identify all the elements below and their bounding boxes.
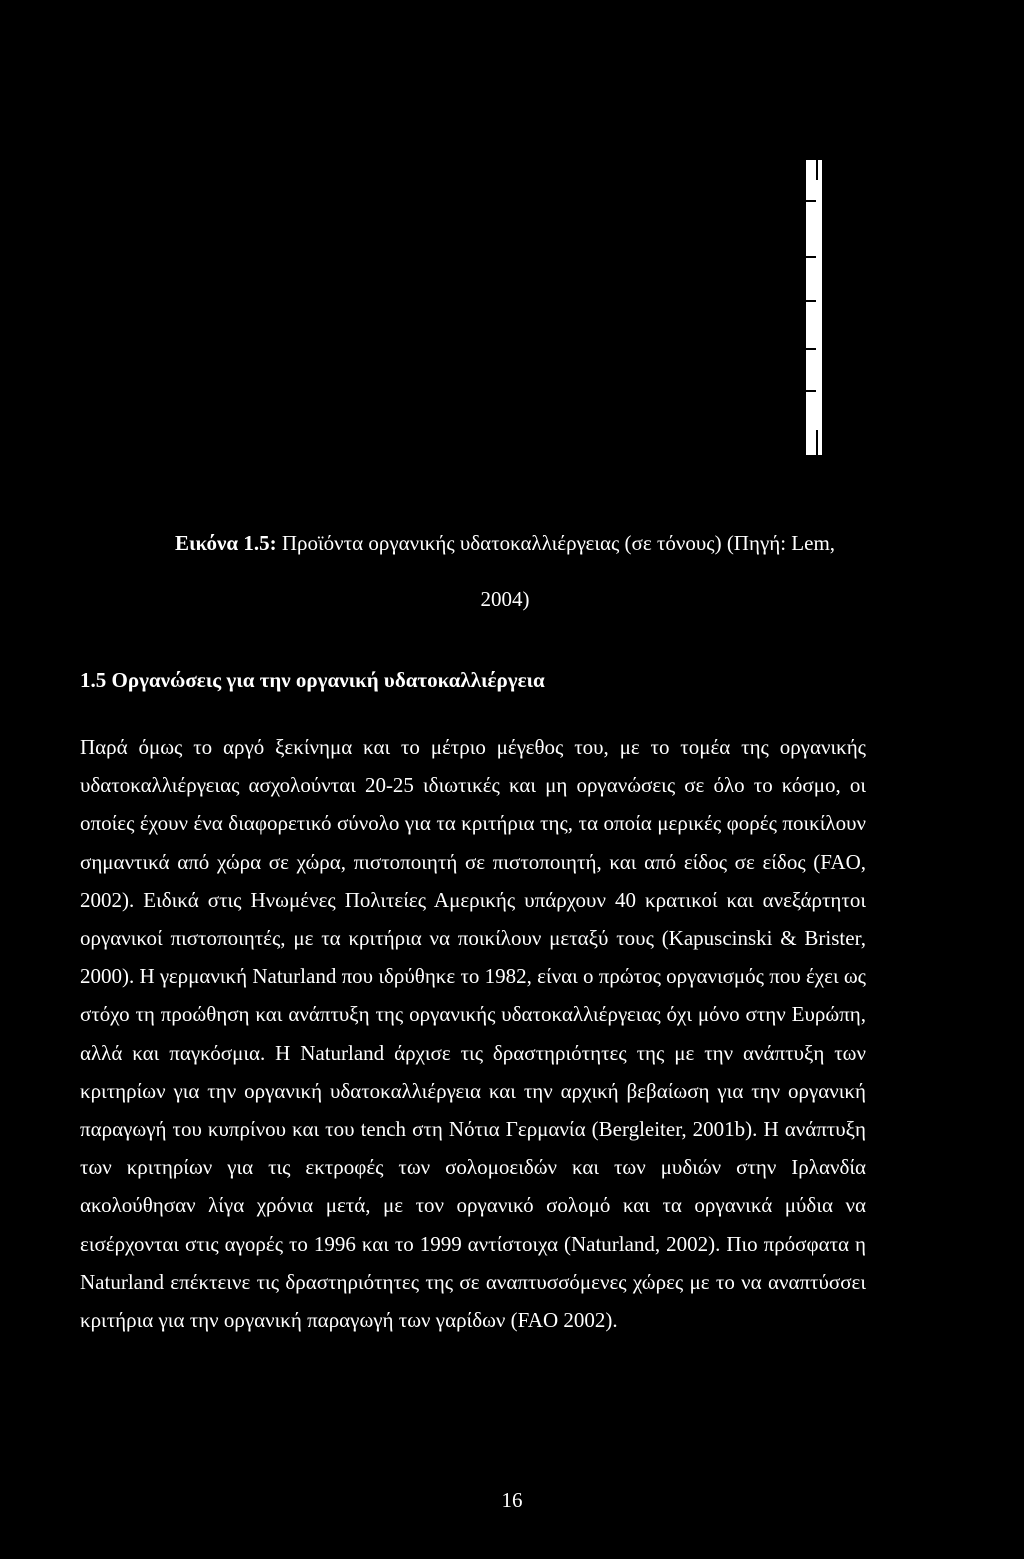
- figure-caption-text: Προϊόντα οργανικής υδατοκαλλιέργειας (σε τόνους) (Πηγή: Lem,: [276, 531, 836, 555]
- figure-bar-graphic: [806, 160, 822, 455]
- figure-bar-notch: [806, 300, 816, 302]
- figure-bar-stripe: [816, 430, 818, 455]
- figure-caption-source-year: 2004): [480, 587, 530, 611]
- figure-bar-stripe: [816, 160, 818, 180]
- figure-bar-notch: [806, 256, 816, 258]
- section-heading: 1.5 Οργανώσεις για την οργανική υδατοκαλλιέργεια: [80, 668, 545, 692]
- figure-caption-label: Εικόνα 1.5:: [174, 531, 277, 555]
- figure-caption: [115, 515, 895, 627]
- figure-bar-notch: [806, 390, 816, 392]
- page-number: 16: [501, 1488, 523, 1512]
- figure-bar-notch: [806, 200, 816, 202]
- figure-caption-line: [115, 515, 895, 571]
- body-paragraph: Παρά όμως το αργό ξεκίνημα και το μέτριο μέγεθος του, με το τομέα της οργανικής υδατοκαλλιέργειας ασχολούνται 20-25 ιδιωτικές και μη οργανώσεις σε όλο το κόσμο, οι οποίες έχουν ένα διαφορετικό σύνολο για τα κριτήρια της, τα οποία μερικές φορές ποικίλουν σημαντικά από χώρα σε χώρα, πιστοποιητή σε πιστοποιητή, και από είδος σε είδος (FAO, 2002). Ειδικά στις Ηνωμένες Πολιτείες Αμερικής υπάρχουν 40 κρατικοί και ανεξάρτητοι οργανικοί πιστοποιητές, με τα κριτήρια να ποικίλουν μεταξύ τους (Kapuscinski & Brister, 2000). Η γερμανική Naturland που ιδρύθηκε το 1982, είναι ο πρώτος οργανισμός που έχει ως στόχο τη προώθηση και ανάπτυξη της οργανικής υδατοκαλλιέργειας όχι μόνο στην Ευρώπη, αλλά και παγκόσμια. Η Naturland άρχισε τις δραστηριότητες της με την ανάπτυξη των κριτηρίων για την οργανική υδατοκαλλιέργεια και την αρχική βεβαίωση για την οργανική παραγωγή του κυπρίνου και του tench στη Νότια Γερμανία (Bergleiter, 2001b). Η ανάπτυξη των κριτηρίων για τις εκτροφές των σολομοειδών και των μυδιών στην Ιρλανδία ακολούθησαν λίγα χρόνια μετά, με τον οργανικό σολομό και τα οργανικά μύδια να εισέρχονται στις αγορές το 1996 και το 1999 αντίστοιχα (Naturland, 2002). Πιο πρόσφατα η Naturland επέκτεινε τις δραστηριότητες της σε αναπτυσσόμενες χώρες με το να αναπτύσσει κριτήρια για την οργανική παραγωγή των γαρίδων (FAO 2002).: [80, 735, 866, 1333]
- figure-image: [0, 0, 1024, 470]
- figure-bar-notch: [806, 348, 816, 350]
